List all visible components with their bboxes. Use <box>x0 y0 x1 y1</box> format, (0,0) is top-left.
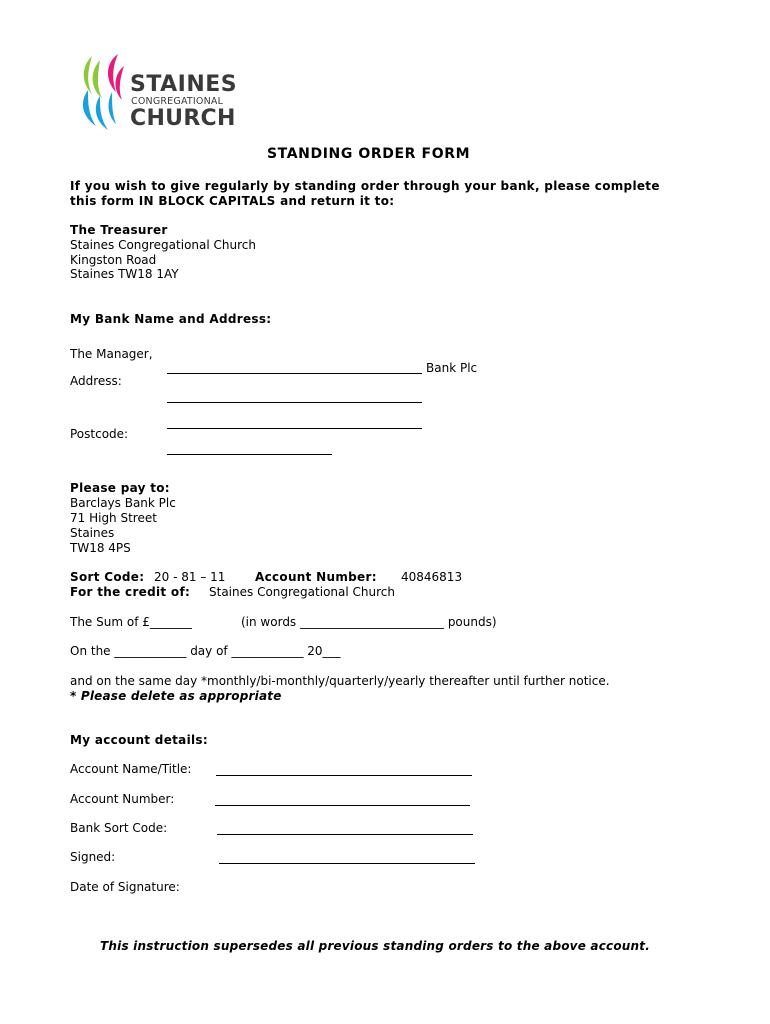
account-number-field[interactable] <box>215 805 470 806</box>
account-number-detail-label: Account Number: <box>70 792 175 806</box>
pay-to-line-1: Barclays Bank Plc <box>70 496 176 510</box>
sum-field[interactable]: The Sum of £_______ <box>70 615 192 629</box>
signed-label: Signed: <box>70 850 116 864</box>
signature-field[interactable] <box>219 863 475 864</box>
account-name-label: Account Name/Title: <box>70 762 192 776</box>
credit-of-label: For the credit of: <box>70 585 191 599</box>
footer-note: This instruction supersedes all previous standing orders to the above account. <box>100 939 650 953</box>
bank-suffix-label: Bank Plc <box>426 361 478 375</box>
intro-line-1: If you wish to give regularly by standing order through your bank, please complete <box>70 179 660 193</box>
start-date-field[interactable]: On the ____________ day of ____________ 20___ <box>70 644 341 658</box>
manager-label: The Manager, <box>70 347 153 361</box>
treasurer-line-2: Kingston Road <box>70 253 157 267</box>
sort-code-value: 20 - 81 – 11 <box>154 570 226 584</box>
treasurer-heading: The Treasurer <box>70 223 168 237</box>
logo-text-staines: STAINES <box>130 72 238 97</box>
address-label: Address: <box>70 374 122 388</box>
flame-logo-icon <box>78 52 128 134</box>
postcode-label: Postcode: <box>70 427 129 441</box>
pay-to-heading: Please pay to: <box>70 481 170 495</box>
pay-to-line-4: TW18 4PS <box>70 541 131 555</box>
delete-note: * Please delete as appropriate <box>70 689 282 703</box>
treasurer-line-3: Staines TW18 1AY <box>70 267 179 281</box>
treasurer-line-1: Staines Congregational Church <box>70 238 256 252</box>
sum-in-words-field[interactable]: (in words ________________________ pounds) <box>241 615 497 629</box>
bank-sort-code-field[interactable] <box>217 834 473 835</box>
frequency-text: and on the same day *monthly/bi-monthly/quarterly/yearly thereafter until further notice. <box>70 674 610 688</box>
logo-text-church: CHURCH <box>130 106 236 131</box>
form-title: STANDING ORDER FORM <box>267 146 471 162</box>
account-name-field[interactable] <box>216 775 472 776</box>
address-field-2[interactable] <box>167 428 422 429</box>
account-details-heading: My account details: <box>70 733 208 747</box>
bank-sort-code-label: Bank Sort Code: <box>70 821 168 835</box>
account-number-value: 40846813 <box>401 570 463 584</box>
bank-name-field[interactable] <box>167 373 422 374</box>
credit-of-value: Staines Congregational Church <box>209 585 395 599</box>
account-number-label: Account Number: <box>255 570 377 584</box>
intro-line-2: this form IN BLOCK CAPITALS and return it to: <box>70 194 395 208</box>
sort-code-label: Sort Code: <box>70 570 145 584</box>
pay-to-line-2: 71 High Street <box>70 511 157 525</box>
address-field-1[interactable] <box>167 402 422 403</box>
date-of-signature-label: Date of Signature: <box>70 880 180 894</box>
pay-to-line-3: Staines <box>70 526 115 540</box>
postcode-field[interactable] <box>167 454 332 455</box>
logo-text-congregational: CONGREGATIONAL <box>131 96 224 107</box>
church-logo <box>78 52 238 134</box>
my-bank-heading: My Bank Name and Address: <box>70 312 272 326</box>
